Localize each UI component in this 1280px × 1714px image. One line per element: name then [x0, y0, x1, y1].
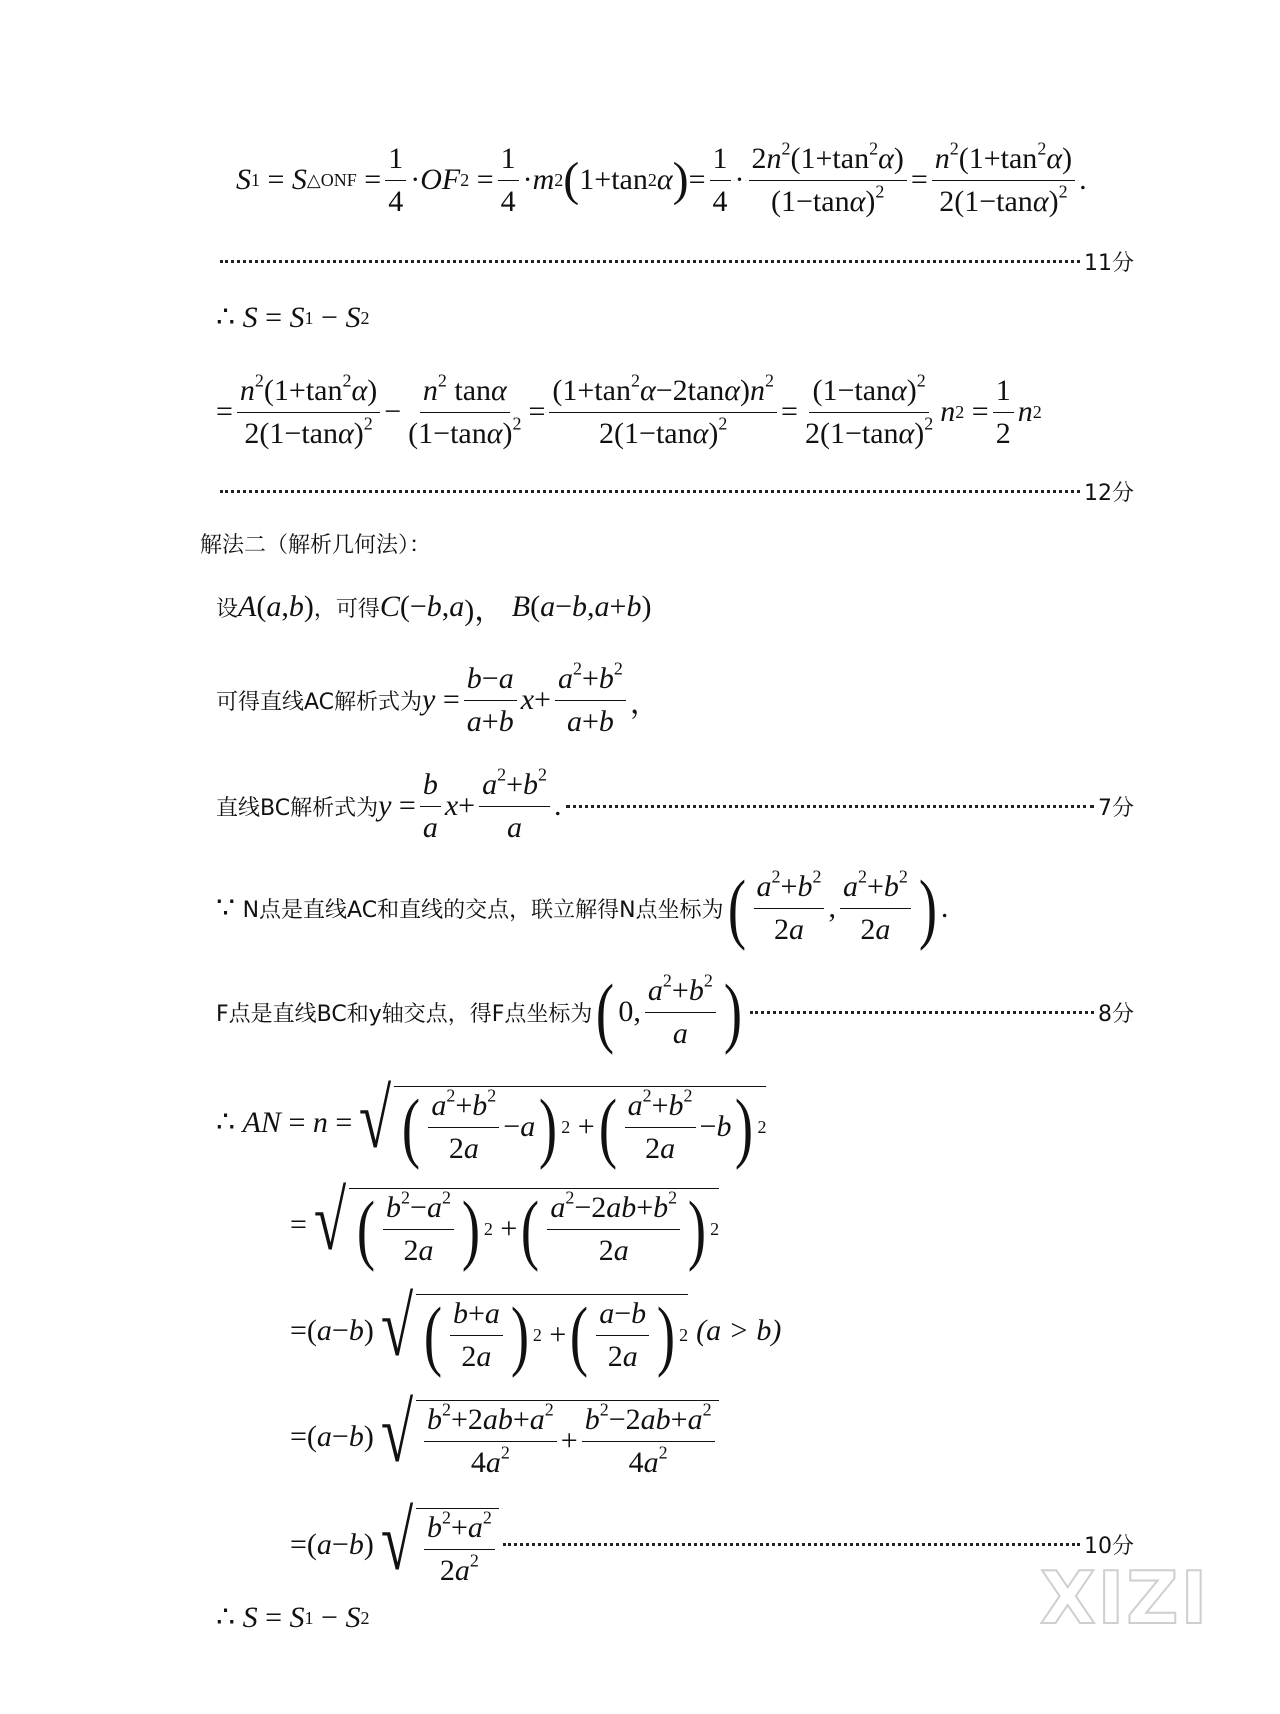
score-label: 8分: [1098, 1001, 1134, 1027]
equation-an: ∴ AN = n = √ ( $\frac{a^2+b^2}{2a}$ − a ) 2 + ( $\frac{a^2+b^2}{2a}$ − b ) 2: [216, 1073, 767, 1170]
f-point-text: F点是直线BC和y轴交点，得F点坐标为: [216, 1001, 593, 1027]
equation-an-step4: =( a − b ) √ $\frac{b^2+2ab+a^2}{4a^2}$ + $\frac{b^2-2ab+a^2}{4a^2}$: [290, 1392, 719, 1481]
dots: [220, 490, 1080, 493]
watermark-logo: XIZI: [1040, 1556, 1210, 1640]
n-point: ∵ N点是直线AC和直线的交点，联立解得N点坐标为 ( $\frac{a^2+b^2}{2a}$ , $\frac{a^2+b^2}{2a}$ ) .: [216, 864, 949, 951]
score-line-12: [216, 476, 1134, 507]
score-line-11: [216, 246, 1134, 277]
set-prefix: 设: [216, 596, 239, 622]
equation-s1: S 1 = S △ONF = $\frac{1}{4}$ · OF 2 = $\frac{1}{4}$ · m 2 ( 1+tan 2 α ) = $\frac{1}{4}$ · $\frac{2n^2(1+\tan^2\alpha)}{(1-\tan\alpha)^2}$ = $\frac{n^2(1+\tan^2\alpha)}{2(1-\tan\alpha)^2}$ .: [236, 138, 1087, 218]
line-bc-prefix: 直线BC解析式为: [216, 795, 379, 821]
equation-an-step5: =( a − b ) √ $\frac{b^2+a^2}{2a^2}$ 10分: [290, 1495, 1134, 1588]
equation-an-step2: = √ ( $\frac{b^2-a^2}{2a}$ ) 2 + ( $\frac{a^2-2ab+b^2}{2a}$ ) 2: [290, 1175, 720, 1272]
score-label: 11分: [1084, 251, 1134, 276]
line-ac-prefix: 可得直线AC解析式为: [216, 689, 423, 715]
dots: [566, 805, 1095, 808]
score-label: 7分: [1098, 795, 1134, 821]
dots: [750, 1011, 1094, 1014]
line-ac: 可得直线AC解析式为 y = $\frac{b-a}{a+b}$ x + $\frac{a^2+b^2}{a+b}$ ，: [216, 658, 660, 738]
equation-s-diff: ∴ S = S 1 − S 2: [216, 300, 370, 334]
dots: [503, 1543, 1080, 1546]
score-label: 12分: [1084, 481, 1134, 506]
can-get-text: ，可得: [313, 596, 380, 622]
heading-text: 解法二（解析几何法）：: [200, 533, 432, 558]
f-point: F点是直线BC和y轴交点，得F点坐标为 ( 0, $\frac{a^2+b^2}{a}$ ) 8分: [216, 968, 1134, 1055]
equation-s-diff-2: ∴ S = S 1 − S 2: [216, 1600, 370, 1634]
score-label: 10分: [1084, 1534, 1134, 1559]
dots: [220, 260, 1080, 263]
equation-an-step3: =( a − b ) √ ( $\frac{b+a}{2a}$ ) 2 + ( $\frac{a-b}{2a}$ ) 2 (a > b): [290, 1281, 782, 1378]
equation-s-expansion: = $\frac{n^2(1+\tan^2\alpha)}{2(1-\tan\alpha)^2}$ − $\frac{n^2 \tan\alpha}{(1-\tan\alpha)^2}$ = $\frac{(1+\tan^2\alpha-2\tan\alpha)n^2}{2(1-\tan\alpha)^2}$ = $\frac{(1-\tan\alpha)^2}{2(1-\tan\alpha)^2}$ n 2 = $\frac{1}{2}$ n 2: [216, 370, 1042, 450]
condition: (a > b): [696, 1313, 782, 1347]
method2-heading: [200, 528, 431, 559]
set-points: 设 A ( a , b ) ，可得 C (− b , a )， B ( a − b , a + b ): [216, 590, 652, 627]
line-bc: 直线BC解析式为 y = $\frac{b}{a}$ x + $\frac{a^2+b^2}{a}$ . 7分: [216, 764, 1134, 844]
n-point-text: N点是直线AC和直线的交点，联立解得N点坐标为: [242, 897, 724, 923]
